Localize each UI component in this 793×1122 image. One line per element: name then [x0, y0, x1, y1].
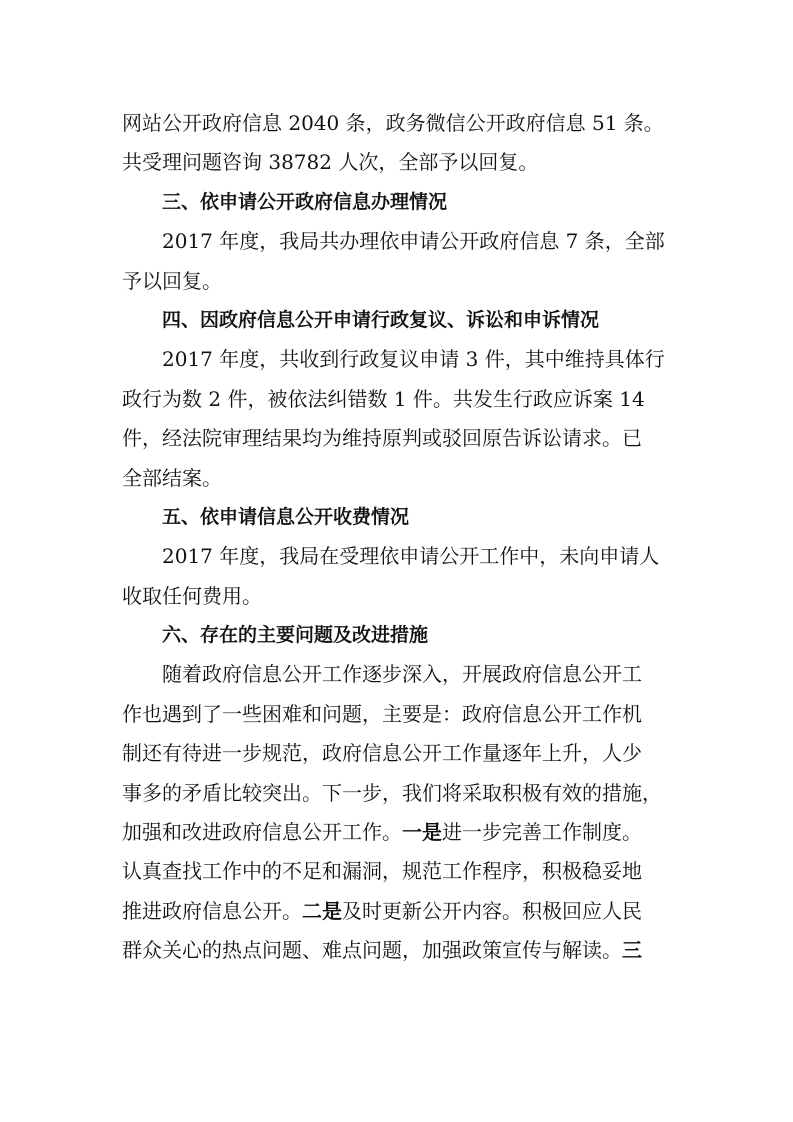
paragraph-line	[122, 813, 682, 852]
section-heading-5: 五、依申请信息公开收费情况	[162, 505, 410, 528]
paragraph-line: 共受理问题咨询 38782 人次，全部予以回复。	[122, 150, 539, 175]
paragraph-line	[122, 931, 682, 970]
text-run: 群众关心的热点问题、难点问题，加强政策宣传与解读。	[122, 938, 622, 963]
text-run: 加强和改进政府信息公开工作。	[122, 820, 402, 845]
paragraph-line: 随着政府信息公开工作逐步深入，开展政府信息公开工	[162, 662, 642, 687]
text-run: 进一步完善工作制度。	[442, 820, 642, 845]
emphasis-run: 一是	[402, 820, 442, 845]
paragraph-line: 事多的矛盾比较突出。下一步，我们将采取积极有效的措施，	[122, 780, 662, 805]
paragraph-line: 作也遇到了一些困难和问题，主要是：政府信息公开工作机	[122, 701, 642, 726]
paragraph-line: 网站公开政府信息 2040 条，政务微信公开政府信息 51 条。	[122, 111, 664, 135]
section-heading-3: 三、依申请公开政府信息办理情况	[162, 190, 448, 213]
section-heading-4: 四、因政府信息公开申请行政复议、诉讼和申诉情况	[162, 308, 600, 331]
text-run: 及时更新公开内容。积极回应人民	[342, 898, 642, 923]
paragraph-line: 2017 年度，我局共办理依申请公开政府信息 7 条，全部	[162, 229, 665, 254]
paragraph-line: 全部结案。	[122, 465, 222, 490]
emphasis-run: 三	[622, 938, 642, 963]
paragraph-line	[122, 892, 682, 931]
paragraph-line: 制还有待进一步规范，政府信息公开工作量逐年上升，人少	[122, 741, 642, 766]
emphasis-run: 二是	[302, 898, 342, 923]
paragraph-line: 政行为数 2 件，被依法纠错数 1 件。共发生行政应诉案 14	[122, 386, 645, 411]
section-heading-6: 六、存在的主要问题及改进措施	[162, 624, 429, 647]
paragraph-line: 收取任何费用。	[122, 583, 262, 608]
text-run: 推进政府信息公开。	[122, 898, 302, 923]
paragraph-line: 予以回复。	[122, 268, 222, 293]
paragraph-line: 2017 年度，共收到行政复议申请 3 件，其中维持具体行	[162, 347, 665, 372]
paragraph-line: 2017 年度，我局在受理依申请公开工作中，未向申请人	[162, 544, 660, 569]
paragraph-line: 件，经法院审理结果均为维持原判或驳回原告诉讼请求。已	[122, 426, 642, 451]
paragraph-line: 认真查找工作中的不足和漏洞，规范工作程序，积极稳妥地	[122, 859, 642, 884]
document-body	[122, 104, 682, 971]
